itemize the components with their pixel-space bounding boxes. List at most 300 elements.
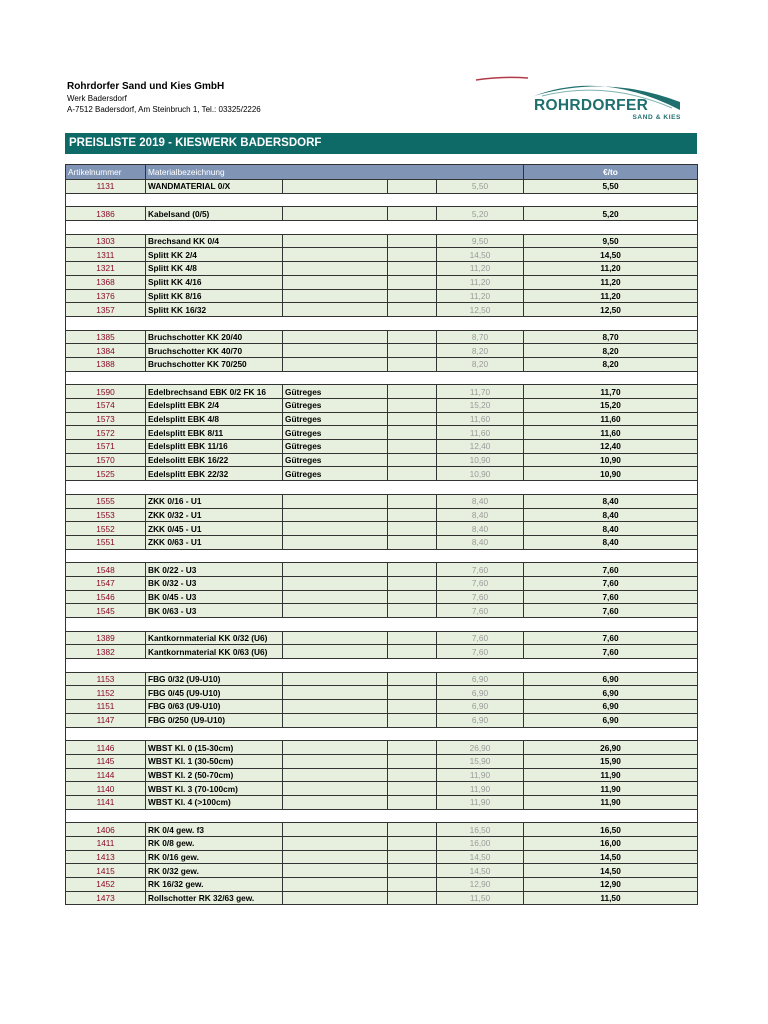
table-row [66, 330, 698, 344]
price-per-ton: 14,50 [524, 248, 698, 262]
table-row [66, 631, 698, 645]
previous-price: 8,40 [437, 494, 524, 508]
table-row [66, 878, 698, 892]
quality-note [283, 234, 388, 248]
material-name: Kantkornmaterial KK 0/63 (U6) [146, 645, 283, 659]
material-name: Edelsplitt EBK 2/4 [146, 399, 283, 413]
price-per-ton: 11,90 [524, 768, 698, 782]
article-number: 1545 [66, 604, 146, 618]
article-number: 1570 [66, 453, 146, 467]
article-number: 1413 [66, 850, 146, 864]
price-per-ton: 15,90 [524, 754, 698, 768]
quality-note [283, 604, 388, 618]
material-name: RK 0/4 gew. f3 [146, 823, 283, 837]
empty-cell [388, 426, 437, 440]
quality-note [283, 631, 388, 645]
table-row [66, 754, 698, 768]
previous-price: 10,90 [437, 453, 524, 467]
group-spacer [66, 549, 698, 563]
empty-cell [388, 508, 437, 522]
price-per-ton: 6,90 [524, 713, 698, 727]
empty-cell [388, 754, 437, 768]
table-row [66, 535, 698, 549]
quality-note [283, 262, 388, 276]
previous-price: 26,90 [437, 741, 524, 755]
price-per-ton: 16,00 [524, 837, 698, 851]
group-spacer [66, 727, 698, 741]
table-row [66, 357, 698, 371]
table-row [66, 440, 698, 454]
table-row [66, 823, 698, 837]
table-row [66, 412, 698, 426]
article-number: 1553 [66, 508, 146, 522]
empty-cell [388, 289, 437, 303]
material-name: FBG 0/32 (U9-U10) [146, 672, 283, 686]
quality-note [283, 522, 388, 536]
article-number: 1388 [66, 357, 146, 371]
group-spacer [66, 659, 698, 673]
table-row [66, 467, 698, 481]
previous-price: 14,50 [437, 850, 524, 864]
empty-cell [388, 494, 437, 508]
material-name: WBST Kl. 3 (70-100cm) [146, 782, 283, 796]
previous-price: 7,60 [437, 631, 524, 645]
previous-price: 11,90 [437, 768, 524, 782]
quality-note [283, 878, 388, 892]
table-row [66, 837, 698, 851]
article-number: 1141 [66, 795, 146, 809]
material-name: ZKK 0/45 - U1 [146, 522, 283, 536]
spacer-cell [66, 659, 698, 673]
logo-wordmark: ROHRDORFER [534, 97, 649, 114]
article-number: 1151 [66, 700, 146, 714]
empty-cell [388, 180, 437, 194]
previous-price: 8,40 [437, 535, 524, 549]
table-row [66, 576, 698, 590]
empty-cell [388, 262, 437, 276]
previous-price: 12,90 [437, 878, 524, 892]
table-row [66, 234, 698, 248]
price-per-ton: 6,90 [524, 672, 698, 686]
article-number: 1376 [66, 289, 146, 303]
empty-cell [388, 522, 437, 536]
empty-cell [388, 440, 437, 454]
empty-cell [388, 837, 437, 851]
table-row [66, 494, 698, 508]
quality-note: Gütreges [283, 453, 388, 467]
material-name: Edelsolitt EBK 16/22 [146, 453, 283, 467]
previous-price: 8,40 [437, 522, 524, 536]
article-number: 1389 [66, 631, 146, 645]
article-number: 1452 [66, 878, 146, 892]
logo-subtitle: SAND & KIES [632, 114, 681, 121]
previous-price: 11,20 [437, 262, 524, 276]
previous-price: 7,60 [437, 645, 524, 659]
spacer-cell [66, 193, 698, 207]
previous-price: 6,90 [437, 672, 524, 686]
empty-cell [388, 686, 437, 700]
table-row [66, 782, 698, 796]
article-number: 1311 [66, 248, 146, 262]
previous-price: 15,20 [437, 399, 524, 413]
price-per-ton: 7,60 [524, 645, 698, 659]
price-per-ton: 5,20 [524, 207, 698, 221]
quality-note [283, 782, 388, 796]
empty-cell [388, 412, 437, 426]
article-number: 1547 [66, 576, 146, 590]
price-per-ton: 7,60 [524, 604, 698, 618]
previous-price: 6,90 [437, 700, 524, 714]
table-row [66, 289, 698, 303]
material-name: Edelsplitt EBK 11/16 [146, 440, 283, 454]
material-name: Kantkornmaterial KK 0/32 (U6) [146, 631, 283, 645]
quality-note: Gütreges [283, 399, 388, 413]
article-number: 1571 [66, 440, 146, 454]
quality-note [283, 754, 388, 768]
quality-note [283, 494, 388, 508]
company-name: Rohrdorfer Sand und Kies GmbH [67, 81, 225, 92]
quality-note: Gütreges [283, 467, 388, 481]
material-name: FBG 0/250 (U9-U10) [146, 713, 283, 727]
group-spacer [66, 809, 698, 823]
article-number: 1146 [66, 741, 146, 755]
article-number: 1548 [66, 563, 146, 577]
previous-price: 9,50 [437, 234, 524, 248]
table-row [66, 508, 698, 522]
price-per-ton: 8,40 [524, 494, 698, 508]
price-per-ton: 26,90 [524, 741, 698, 755]
price-per-ton: 8,20 [524, 344, 698, 358]
previous-price: 12,50 [437, 303, 524, 317]
quality-note [283, 344, 388, 358]
article-number: 1384 [66, 344, 146, 358]
material-name: RK 0/16 gew. [146, 850, 283, 864]
table-row [66, 850, 698, 864]
article-number: 1368 [66, 275, 146, 289]
previous-price: 11,70 [437, 385, 524, 399]
material-name: Brechsand KK 0/4 [146, 234, 283, 248]
material-name: RK 0/8 gew. [146, 837, 283, 851]
quality-note [283, 303, 388, 317]
previous-price: 7,60 [437, 576, 524, 590]
table-row [66, 303, 698, 317]
price-per-ton: 11,90 [524, 782, 698, 796]
table-row [66, 795, 698, 809]
quality-note [283, 645, 388, 659]
table-row [66, 700, 698, 714]
material-name: ZKK 0/32 - U1 [146, 508, 283, 522]
quality-note [283, 713, 388, 727]
material-name: Splitt KK 8/16 [146, 289, 283, 303]
previous-price: 11,90 [437, 782, 524, 796]
article-number: 1385 [66, 330, 146, 344]
table-row [66, 768, 698, 782]
quality-note [283, 563, 388, 577]
price-per-ton: 12,40 [524, 440, 698, 454]
previous-price: 16,50 [437, 823, 524, 837]
previous-price: 6,90 [437, 713, 524, 727]
empty-cell [388, 234, 437, 248]
quality-note [283, 686, 388, 700]
empty-cell [388, 590, 437, 604]
group-spacer [66, 193, 698, 207]
empty-cell [388, 823, 437, 837]
quality-note [283, 289, 388, 303]
material-name: Edelsplitt EBK 4/8 [146, 412, 283, 426]
material-name: Bruchschotter KK 20/40 [146, 330, 283, 344]
group-spacer [66, 481, 698, 495]
previous-price: 5,50 [437, 180, 524, 194]
previous-price: 14,50 [437, 248, 524, 262]
quality-note [283, 672, 388, 686]
price-per-ton: 11,50 [524, 891, 698, 905]
group-spacer [66, 618, 698, 632]
material-name: ZKK 0/63 - U1 [146, 535, 283, 549]
price-per-ton: 14,50 [524, 850, 698, 864]
article-number: 1140 [66, 782, 146, 796]
spacer-cell [66, 481, 698, 495]
quality-note [283, 275, 388, 289]
material-name: BK 0/63 - U3 [146, 604, 283, 618]
article-number: 1555 [66, 494, 146, 508]
price-per-ton: 11,60 [524, 412, 698, 426]
material-name: Edelsplitt EBK 8/11 [146, 426, 283, 440]
price-per-ton: 5,50 [524, 180, 698, 194]
material-name: WBST Kl. 0 (15-30cm) [146, 741, 283, 755]
price-per-ton: 8,70 [524, 330, 698, 344]
material-name: Splitt KK 4/16 [146, 275, 283, 289]
quality-note: Gütreges [283, 385, 388, 399]
previous-price: 6,90 [437, 686, 524, 700]
price-per-ton: 9,50 [524, 234, 698, 248]
previous-price: 8,70 [437, 330, 524, 344]
material-name: FBG 0/45 (U9-U10) [146, 686, 283, 700]
empty-cell [388, 399, 437, 413]
price-per-ton: 11,20 [524, 275, 698, 289]
article-number: 1415 [66, 864, 146, 878]
table-row [66, 713, 698, 727]
price-per-ton: 8,40 [524, 535, 698, 549]
price-per-ton: 11,70 [524, 385, 698, 399]
price-per-ton: 7,60 [524, 590, 698, 604]
price-per-ton: 7,60 [524, 631, 698, 645]
price-per-ton: 6,90 [524, 686, 698, 700]
article-number: 1131 [66, 180, 146, 194]
quality-note: Gütreges [283, 440, 388, 454]
quality-note [283, 590, 388, 604]
material-name: ZKK 0/16 - U1 [146, 494, 283, 508]
price-per-ton: 7,60 [524, 576, 698, 590]
previous-price: 11,20 [437, 289, 524, 303]
previous-price: 7,60 [437, 604, 524, 618]
price-per-ton: 11,90 [524, 795, 698, 809]
table-row [66, 344, 698, 358]
group-spacer [66, 316, 698, 330]
price-per-ton: 7,60 [524, 563, 698, 577]
quality-note [283, 357, 388, 371]
article-number: 1357 [66, 303, 146, 317]
price-table [65, 164, 698, 905]
table-row [66, 248, 698, 262]
article-number: 1552 [66, 522, 146, 536]
previous-price: 11,20 [437, 275, 524, 289]
article-number: 1145 [66, 754, 146, 768]
page-title: PREISLISTE 2019 - KIESWERK BADERSDORF [65, 133, 697, 154]
material-name: Rollschotter RK 32/63 gew. [146, 891, 283, 905]
price-per-ton: 12,50 [524, 303, 698, 317]
quality-note [283, 741, 388, 755]
quality-note [283, 207, 388, 221]
quality-note [283, 891, 388, 905]
empty-cell [388, 713, 437, 727]
spacer-cell [66, 727, 698, 741]
empty-cell [388, 768, 437, 782]
material-name: WBST Kl. 2 (50-70cm) [146, 768, 283, 782]
previous-price: 5,20 [437, 207, 524, 221]
header-material: Materialbezeichnung [146, 165, 524, 180]
empty-cell [388, 741, 437, 755]
previous-price: 11,50 [437, 891, 524, 905]
price-per-ton: 11,20 [524, 289, 698, 303]
table-row [66, 207, 698, 221]
price-per-ton: 8,40 [524, 522, 698, 536]
spacer-cell [66, 618, 698, 632]
table-row [66, 522, 698, 536]
article-number: 1386 [66, 207, 146, 221]
quality-note [283, 700, 388, 714]
quality-note: Gütreges [283, 412, 388, 426]
empty-cell [388, 385, 437, 399]
header-article: Artikelnummer [66, 165, 146, 180]
table-row [66, 686, 698, 700]
material-name: Edelbrechsand EBK 0/2 FK 16 [146, 385, 283, 399]
header-price: €/to [524, 165, 698, 180]
price-per-ton: 16,50 [524, 823, 698, 837]
empty-cell [388, 850, 437, 864]
article-number: 1411 [66, 837, 146, 851]
material-name: Splitt KK 16/32 [146, 303, 283, 317]
empty-cell [388, 453, 437, 467]
empty-cell [388, 563, 437, 577]
empty-cell [388, 795, 437, 809]
empty-cell [388, 207, 437, 221]
article-number: 1573 [66, 412, 146, 426]
group-spacer [66, 371, 698, 385]
table-row [66, 262, 698, 276]
article-number: 1572 [66, 426, 146, 440]
table-row [66, 604, 698, 618]
empty-cell [388, 535, 437, 549]
company-address: A-7512 Badersdorf, Am Steinbruch 1, Tel.: 03325/2226 [67, 105, 261, 114]
quality-note [283, 837, 388, 851]
article-number: 1144 [66, 768, 146, 782]
spacer-cell [66, 371, 698, 385]
article-number: 1525 [66, 467, 146, 481]
price-per-ton: 6,90 [524, 700, 698, 714]
article-number: 1153 [66, 672, 146, 686]
price-per-ton: 8,20 [524, 357, 698, 371]
table-row [66, 672, 698, 686]
material-name: Edelsplitt EBK 22/32 [146, 467, 283, 481]
previous-price: 11,60 [437, 412, 524, 426]
quality-note [283, 795, 388, 809]
empty-cell [388, 891, 437, 905]
empty-cell [388, 275, 437, 289]
quality-note [283, 508, 388, 522]
company-plant: Werk Badersdorf [67, 94, 127, 103]
quality-note [283, 330, 388, 344]
empty-cell [388, 672, 437, 686]
previous-price: 12,40 [437, 440, 524, 454]
spacer-cell [66, 809, 698, 823]
empty-cell [388, 878, 437, 892]
quality-note [283, 864, 388, 878]
quality-note [283, 850, 388, 864]
table-row [66, 864, 698, 878]
table-row [66, 645, 698, 659]
article-number: 1303 [66, 234, 146, 248]
previous-price: 8,20 [437, 344, 524, 358]
table-row [66, 891, 698, 905]
table-row [66, 453, 698, 467]
material-name: WBST Kl. 4 (>100cm) [146, 795, 283, 809]
article-number: 1321 [66, 262, 146, 276]
article-number: 1473 [66, 891, 146, 905]
empty-cell [388, 344, 437, 358]
previous-price: 11,90 [437, 795, 524, 809]
empty-cell [388, 864, 437, 878]
quality-note [283, 180, 388, 194]
article-number: 1406 [66, 823, 146, 837]
article-number: 1147 [66, 713, 146, 727]
previous-price: 15,90 [437, 754, 524, 768]
quality-note [283, 576, 388, 590]
spacer-cell [66, 549, 698, 563]
rohrdorfer-logo [472, 72, 684, 128]
empty-cell [388, 467, 437, 481]
material-name: RK 0/32 gew. [146, 864, 283, 878]
empty-cell [388, 330, 437, 344]
quality-note [283, 823, 388, 837]
material-name: Bruchschotter KK 70/250 [146, 357, 283, 371]
empty-cell [388, 604, 437, 618]
quality-note [283, 248, 388, 262]
price-per-ton: 8,40 [524, 508, 698, 522]
quality-note: Gütreges [283, 426, 388, 440]
table-row [66, 385, 698, 399]
article-number: 1574 [66, 399, 146, 413]
table-row [66, 426, 698, 440]
article-number: 1551 [66, 535, 146, 549]
empty-cell [388, 357, 437, 371]
price-table-body [66, 180, 698, 905]
table-row [66, 563, 698, 577]
empty-cell [388, 645, 437, 659]
empty-cell [388, 576, 437, 590]
price-per-ton: 11,20 [524, 262, 698, 276]
previous-price: 10,90 [437, 467, 524, 481]
table-header-row [66, 165, 698, 180]
price-per-ton: 14,50 [524, 864, 698, 878]
spacer-cell [66, 316, 698, 330]
empty-cell [388, 782, 437, 796]
material-name: WBST Kl. 1 (30-50cm) [146, 754, 283, 768]
group-spacer [66, 221, 698, 235]
material-name: BK 0/45 - U3 [146, 590, 283, 604]
company-block [67, 80, 261, 115]
spacer-cell [66, 221, 698, 235]
price-per-ton: 10,90 [524, 453, 698, 467]
